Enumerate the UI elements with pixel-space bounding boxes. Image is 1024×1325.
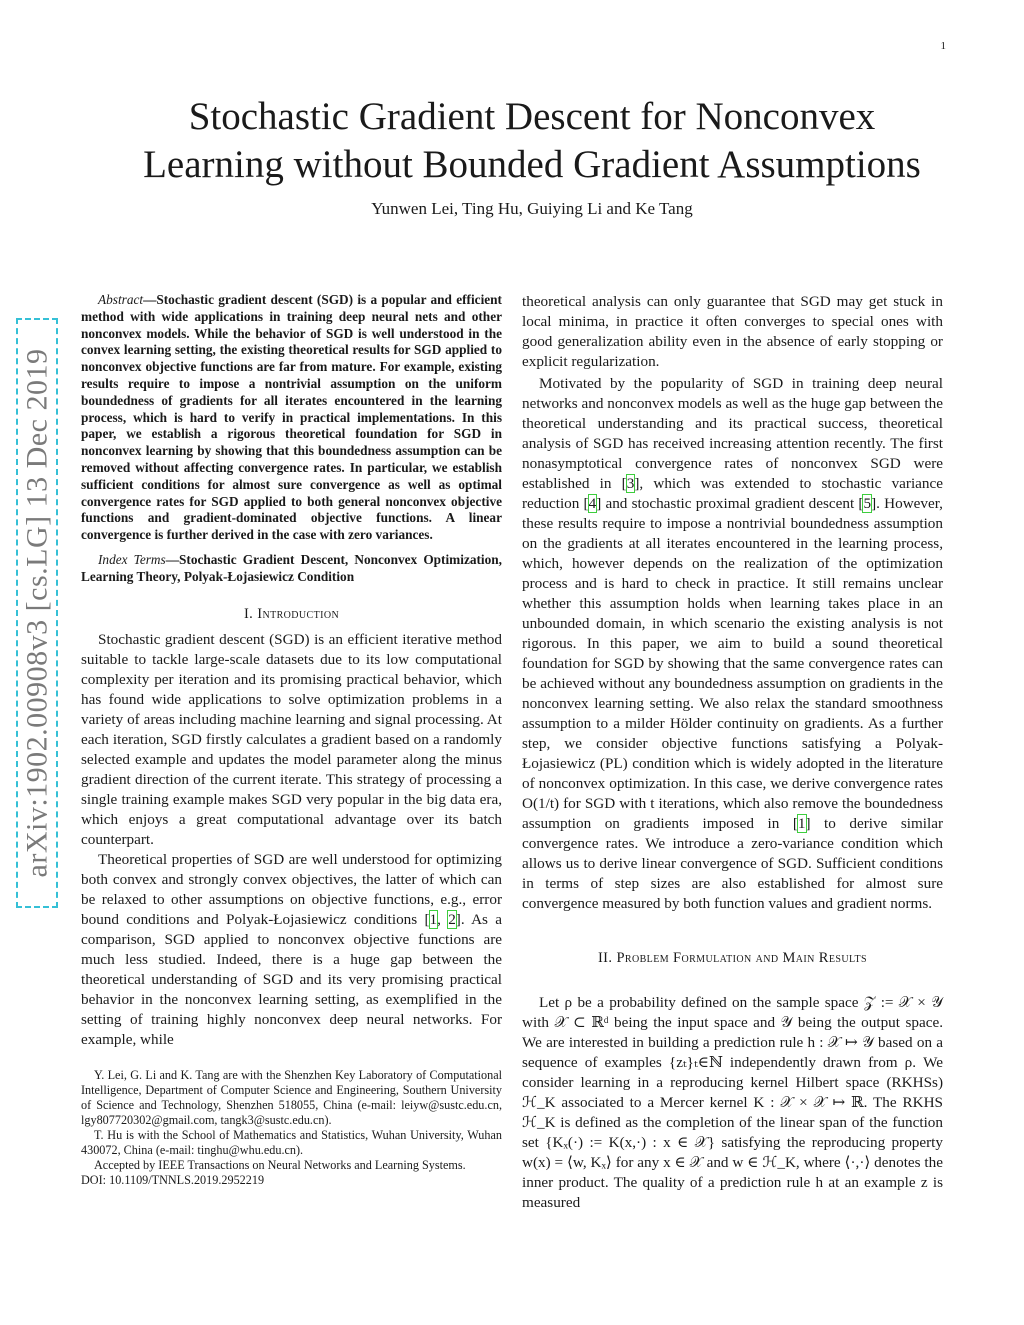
footnotes	[81, 1068, 502, 1188]
footnote-affiliation-2: T. Hu is with the School of Mathematics and Statistics, Wuhan University, Wuhan 430072, China (e-mail: tinghu@whu.edu.cn).	[81, 1127, 502, 1157]
abstract-label: Abstract	[98, 292, 144, 307]
intro-paragraph-2: Theoretical properties of SGD are well understood for optimizing both convex and strongly convex objectives, the latter of which can be relaxed to other assumptions on objective functions, e.g., error bound conditions and Polyak-Łojasiewicz conditions [1, 2]. As a comparison, SGD applied to nonconvex objective functions are much less studied. Indeed, there is a huge gap between the theoretical understanding of SGD and its very promising practical behavior in the nonconvex learning setting, as exemplified in the setting of training highly nonconvex deep neural networks. For example, while	[81, 850, 502, 1048]
footnote-doi: DOI: 10.1109/TNNLS.2019.2952219	[81, 1172, 265, 1187]
intro-p2-text-a: Theoretical properties of SGD are well understood for optimizing both convex and strongly convex objectives, the latter of which can be relaxed to other assumptions on objective functions, e.g., error bound conditions and Polyak-Łojasiewicz conditions [	[81, 850, 502, 928]
right-p2-text-e: ] to derive similar convergence rates. We introduce a zero-variance condition which allows us to derive linear convergence of SGD. Sufficient conditions in terms of step sizes are also established for almost sure convergence measured by both function values and gradient norms.	[522, 815, 944, 912]
index-terms	[81, 552, 502, 586]
arxiv-stamp	[16, 318, 58, 908]
citation-link[interactable]: 1	[429, 910, 438, 928]
citation-link[interactable]: 3	[626, 475, 635, 492]
index-terms-label: Index Terms	[98, 551, 166, 567]
citation-link[interactable]: 2	[448, 910, 456, 928]
abstract-text: —Stochastic gradient descent (SGD) is a popular and efficient method with wide applications in training deep neural nets and other nonconvex models. While the behavior of SGD is well understood in the convex learning setting, the existing theoretical results for SGD applied to nonconvex objective functions are far from mature. For example, existing results require to impose a nontrivial assumption on the uniform boundedness of gradients for all iterates encountered in the learning process, which is hard to verify in practical implementations. In this paper, we establish a rigorous theoretical foundation for SGD in nonconvex learning by showing that this boundedness assumption can be removed without affecting convergence rates. In particular, we establish sufficient conditions for almost sure convergence as well as optimal convergence rates for SGD applied to both general nonconvex objective functions and gradient-dominated objective functions. A linear convergence is further derived in the case with zero variances.	[81, 292, 502, 543]
arxiv-id: arXiv:1902.00908v3 [cs.LG] 13 Dec 2019	[20, 348, 53, 878]
section-heading-problem-formulation	[522, 950, 943, 967]
right-p2-text-b: ], which was extended to stochastic variance reduction [	[522, 475, 943, 512]
footnote-affiliation-1: Y. Lei, G. Li and K. Tang are with the Shenzhen Key Laboratory of Computational Intelligence, Department of Computer Science and Engineering, Southern University of Science and Technology, Shenzhen 518055, China (e-mail: leiyw@sustc.edu.cn, lgy807720302@gmail.com, tangk3@sustc.edu.cn).	[81, 1067, 502, 1127]
title-line-1: Stochastic Gradient Descent for Nonconvex	[188, 95, 876, 138]
index-terms-text: —Stochastic Gradient Descent, Nonconvex Optimization, Learning Theory, Polyak-Łojasiewicz Condition	[81, 551, 502, 584]
right-paragraph-3: Let ρ be a probability defined on the sample space 𝒵 := 𝒳 × 𝒴 with 𝒳 ⊂ ℝᵈ being the input space and 𝒴 being the output space. We are interested in building a prediction rule h : 𝒳 ↦ 𝒴 based on a sequence of examples {zₜ}ₜ∈ℕ independently drawn from ρ. We consider learning in a reproducing kernel Hilbert space (RKHSs) ℋ_K associated to a Mercer kernel K : 𝒳 × 𝒳 ↦ ℝ. The RKHS ℋ_K is defined as the completion of the linear span of the function set {Kₓ(·) := K(x,·) : x ∈ 𝒳} satisfying the reproducing property w(x) = ⟨w, Kₓ⟩ for any x ∈ 𝒳 and w ∈ ℋ_K, where ⟨·,·⟩ denotes the inner product. The quality of a prediction rule h at an example z is measured	[522, 994, 943, 1211]
title-line-2: Learning without Bounded Gradient Assumptions	[143, 143, 921, 186]
left-column	[81, 292, 502, 1188]
right-column	[522, 292, 943, 1213]
right-paragraph-2	[522, 374, 943, 914]
section-heading-text: I. Introduction	[243, 605, 340, 622]
right-p2-text-c: ] and stochastic proximal gradient descent [	[596, 495, 864, 512]
page-number: 1	[940, 40, 946, 52]
footnote-acceptance: Accepted by IEEE Transactions on Neural Networks and Learning Systems.	[94, 1157, 466, 1172]
right-p2-text-d: ]. However, these results require to impose a nontrivial boundedness assumption on the gradients at all iterates encountered in the learning process, which, however depends on the realization of the optimization process and is hard to check in practice. It still remains unclear whether this assumption holds when learning takes place in an unbounded domain, in which scenario the existing analysis is not rigorous. In this paper, we aim to build a sound theoretical foundation for SGD by showing that the same convergence rates can be achieved without any boundedness assumption on gradients in the nonconvex learning setting. We also relax the standard smoothness assumption to a milder Hölder continuity on gradients. As a further step, we consider objective functions satisfying a Polyak-Łojasiewicz (PL) condition which is widely adopted in the literature of nonconvex optimization. In this case, we derive convergence rates O(1/t) for SGD with t iterations, which also remove the boundedness assumption on gradients imposed in [	[522, 495, 943, 832]
intro-paragraph-1: Stochastic gradient descent (SGD) is an efficient iterative method suitable to tackle large-scale datasets due to its low computational complexity per iteration and its promising practical behavior, which has found wide applications to solve optimization problems in a variety of areas including machine learning and signal processing. At each iteration, SGD firstly calculates a gradient based on a randomly selected example and updates the model parameter along the minus gradient direction of the current iterate. This strategy of processing a single training example makes SGD very popular in the big data era, which enjoys a great computational advantage over its batch counterpart.	[81, 630, 502, 848]
intro-p2-text-b: ]. As a comparison, SGD applied to nonconvex objective functions are much less studied. Indeed, there is a huge gap between the theoretical understanding of SGD and its very promising practical behavior in the nonconvex learning setting, as exemplified in the setting of training highly nonconvex deep neural networks. For example, while	[81, 910, 502, 1048]
right-paragraph-1: theoretical analysis can only guarantee that SGD may get stuck in local minima, in practice it often converges to special ones with good generalization ability even in the absence of early stopping or explicit regularization.	[522, 293, 943, 370]
citation-link[interactable]: 1	[797, 815, 806, 832]
citation-link[interactable]: 5	[863, 495, 872, 512]
abstract	[81, 292, 502, 544]
section-heading-introduction	[81, 606, 502, 623]
right-p2-text-a: Motivated by the popularity of SGD in training deep neural networks and nonconvex models as well as the huge gap between the theoretical understanding and its practical success, theoretical analysis of SGD has received increasing attention recently. The first nonasymptotical convergence rates of nonconvex SGD were established in [	[522, 375, 943, 492]
authors: Yunwen Lei, Ting Hu, Guiying Li and Ke Tang	[371, 199, 693, 218]
paper-title	[40, 93, 1024, 189]
section-heading-text: II. Problem Formulation and Main Results	[597, 950, 868, 966]
citation-link[interactable]: 4	[588, 495, 597, 512]
